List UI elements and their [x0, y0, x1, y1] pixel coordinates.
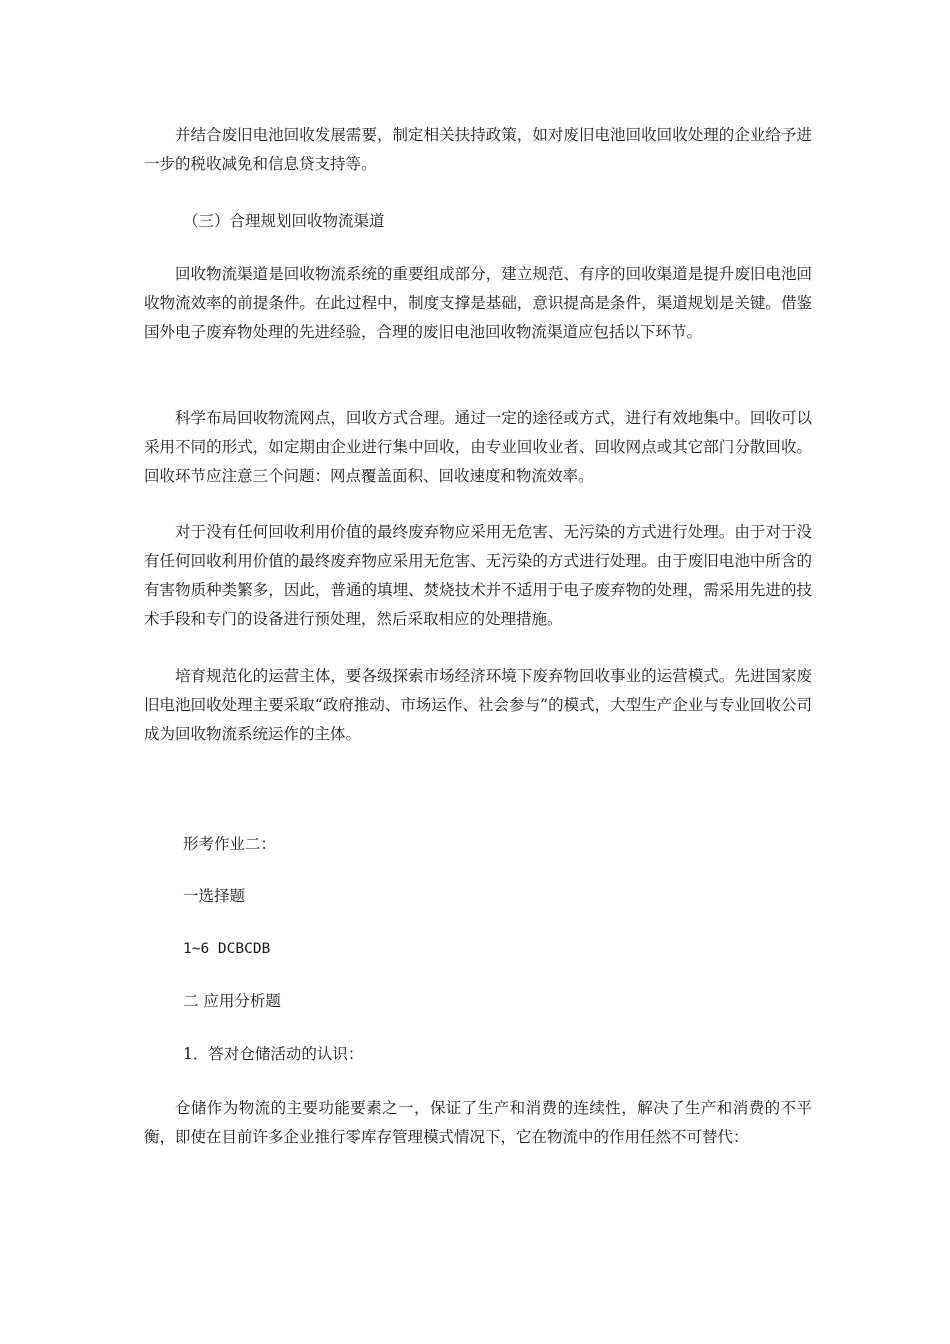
paragraph-waste-disposal: 对于没有任何回收利用价值的最终废弃物应采用无危害、无污染的方式进行处理。由于对于没有任何回收利用价值的最终废弃物应采用无危害、无污染的方式进行处理。由于废旧电池中所含的有害物质种类繁多，因此，普通的填埋、焚烧技术并不适用于电子废弃物的处理，需采用先进的技术手段和专门的设备进行预处理，然后采取相应的处理措施。 [144, 523, 812, 628]
section-two-title: 二 应用分析题 [183, 992, 281, 1010]
paragraph-operating-entity: 培育规范化的运营主体，要各级探索市场经济环境下废弃物回收事业的运营模式。先进国家废旧电池回收处理主要采取“政府推动、市场运作、社会参与”的模式，大型生产企业与专业回收公司成为回收物流系统运作的主体。 [144, 667, 812, 743]
answers-line: 1~6 DCBCDB [183, 941, 271, 957]
paragraph-recycling-network: 科学布局回收物流网点，回收方式合理。通过一定的途径或方式，进行有效地集中。回收可以采用不同的形式，如定期由企业进行集中回收，由专业回收业者、回收网点或其它部门分散回收。回收环节应注意三个问题：网点覆盖面积、回收速度和物流效率。 [144, 409, 812, 485]
section-heading-channels: （三）合理规划回收物流渠道 [183, 212, 385, 230]
question-one-title: 1．答对仓储活动的认识： [183, 1045, 364, 1063]
section-one-title: 一选择题 [183, 887, 246, 905]
assignment-title: 形考作业二： [183, 835, 277, 853]
paragraph-tax-support: 并结合废旧电池回收发展需要，制定相关扶持政策，如对废旧电池回收回收处理的企业给予进一步的税收减免和信息贷支持等。 [144, 126, 812, 173]
paragraph-recycling-channels: 回收物流渠道是回收物流系统的重要组成部分，建立规范、有序的回收渠道是提升废旧电池回收物流效率的前提条件。在此过程中，制度支撑是基础，意识提高是条件，渠道规划是关键。借鉴国外电子废弃物处理的先进经验，合理的废旧电池回收物流渠道应包括以下环节。 [144, 265, 812, 341]
paragraph-warehousing: 仓储作为物流的主要功能要素之一，保证了生产和消费的连续性，解决了生产和消费的不平衡，即使在目前许多企业推行零库存管理模式情况下，它在物流中的作用任然不可替代： [144, 1099, 812, 1146]
